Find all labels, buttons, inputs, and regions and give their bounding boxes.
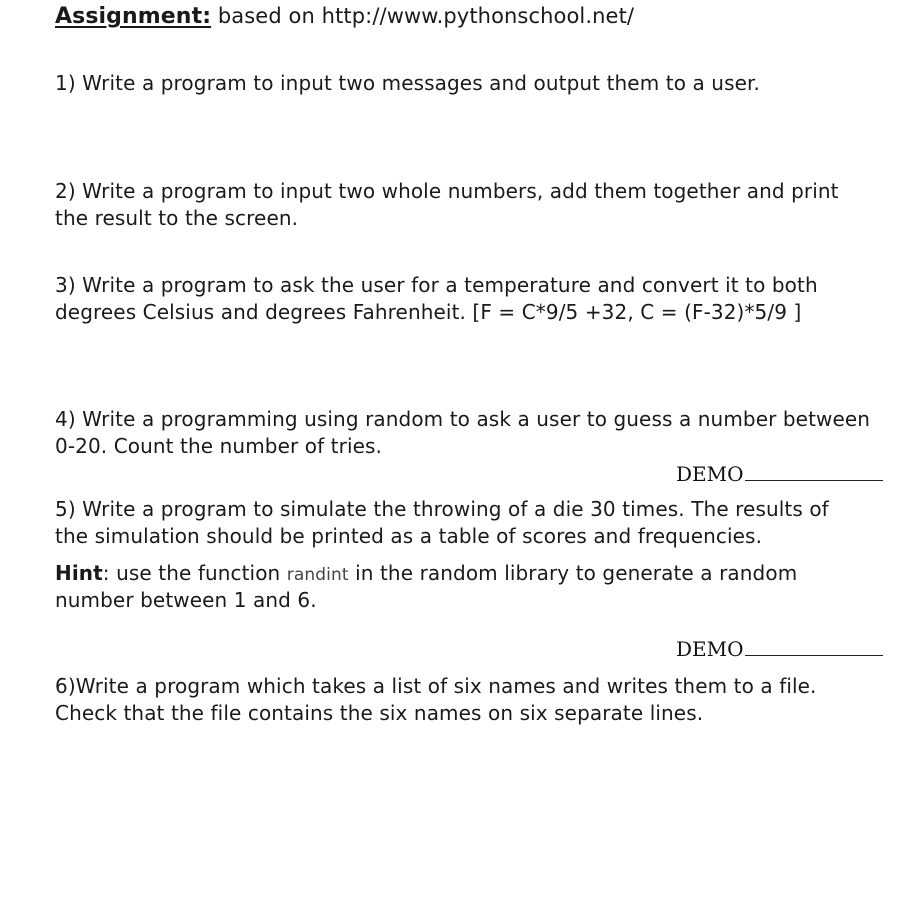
demo-label: DEMO bbox=[676, 637, 744, 661]
demo-signoff-1 bbox=[676, 462, 883, 486]
hint-text-after: in the random library to generate a random bbox=[348, 561, 798, 585]
assignment-header bbox=[55, 3, 634, 30]
demo-label: DEMO bbox=[676, 462, 744, 486]
assignment-label: Assignment: bbox=[55, 4, 212, 29]
task-4-line-2: 0-20. Count the number of tries. bbox=[55, 434, 382, 458]
task-1-line-1: 1) Write a program to input two messages and output them to a user. bbox=[55, 71, 760, 95]
demo-signature-line bbox=[745, 468, 883, 481]
task-3-line-1: 3) Write a program to ask the user for a temperature and convert it to both bbox=[55, 273, 818, 297]
task-2-line-1: 2) Write a program to input two whole numbers, add them together and print bbox=[55, 179, 839, 203]
assignment-source: based on http://www.pythonschool.net/ bbox=[211, 4, 635, 28]
demo-signoff-2 bbox=[676, 637, 883, 661]
task-5-line-2: the simulation should be printed as a table of scores and frequencies. bbox=[55, 524, 763, 548]
hint-line-1 bbox=[55, 560, 797, 589]
hint-line-2: number between 1 and 6. bbox=[55, 588, 317, 612]
task-4-line-1: 4) Write a programming using random to ask a user to guess a number between bbox=[55, 407, 871, 431]
demo-signature-line bbox=[745, 643, 883, 656]
task-3-line-2: degrees Celsius and degrees Fahrenheit. [F = C*9/5 +32, C = (F-32)*5/9 ] bbox=[55, 300, 802, 324]
hint-code-word: randint bbox=[286, 565, 349, 585]
task-2-line-2: the result to the screen. bbox=[55, 206, 299, 230]
hint-label: Hint bbox=[55, 561, 103, 585]
hint-text-before: : use the function bbox=[102, 561, 287, 585]
task-1 bbox=[55, 70, 760, 97]
task-5-line-1: 5) Write a program to simulate the throwing of a die 30 times. The results of bbox=[55, 497, 829, 521]
task-6-line-1: 6)Write a program which takes a list of six names and writes them to a file. bbox=[55, 674, 817, 698]
task-6-line-2: Check that the file contains the six names on six separate lines. bbox=[55, 701, 704, 725]
